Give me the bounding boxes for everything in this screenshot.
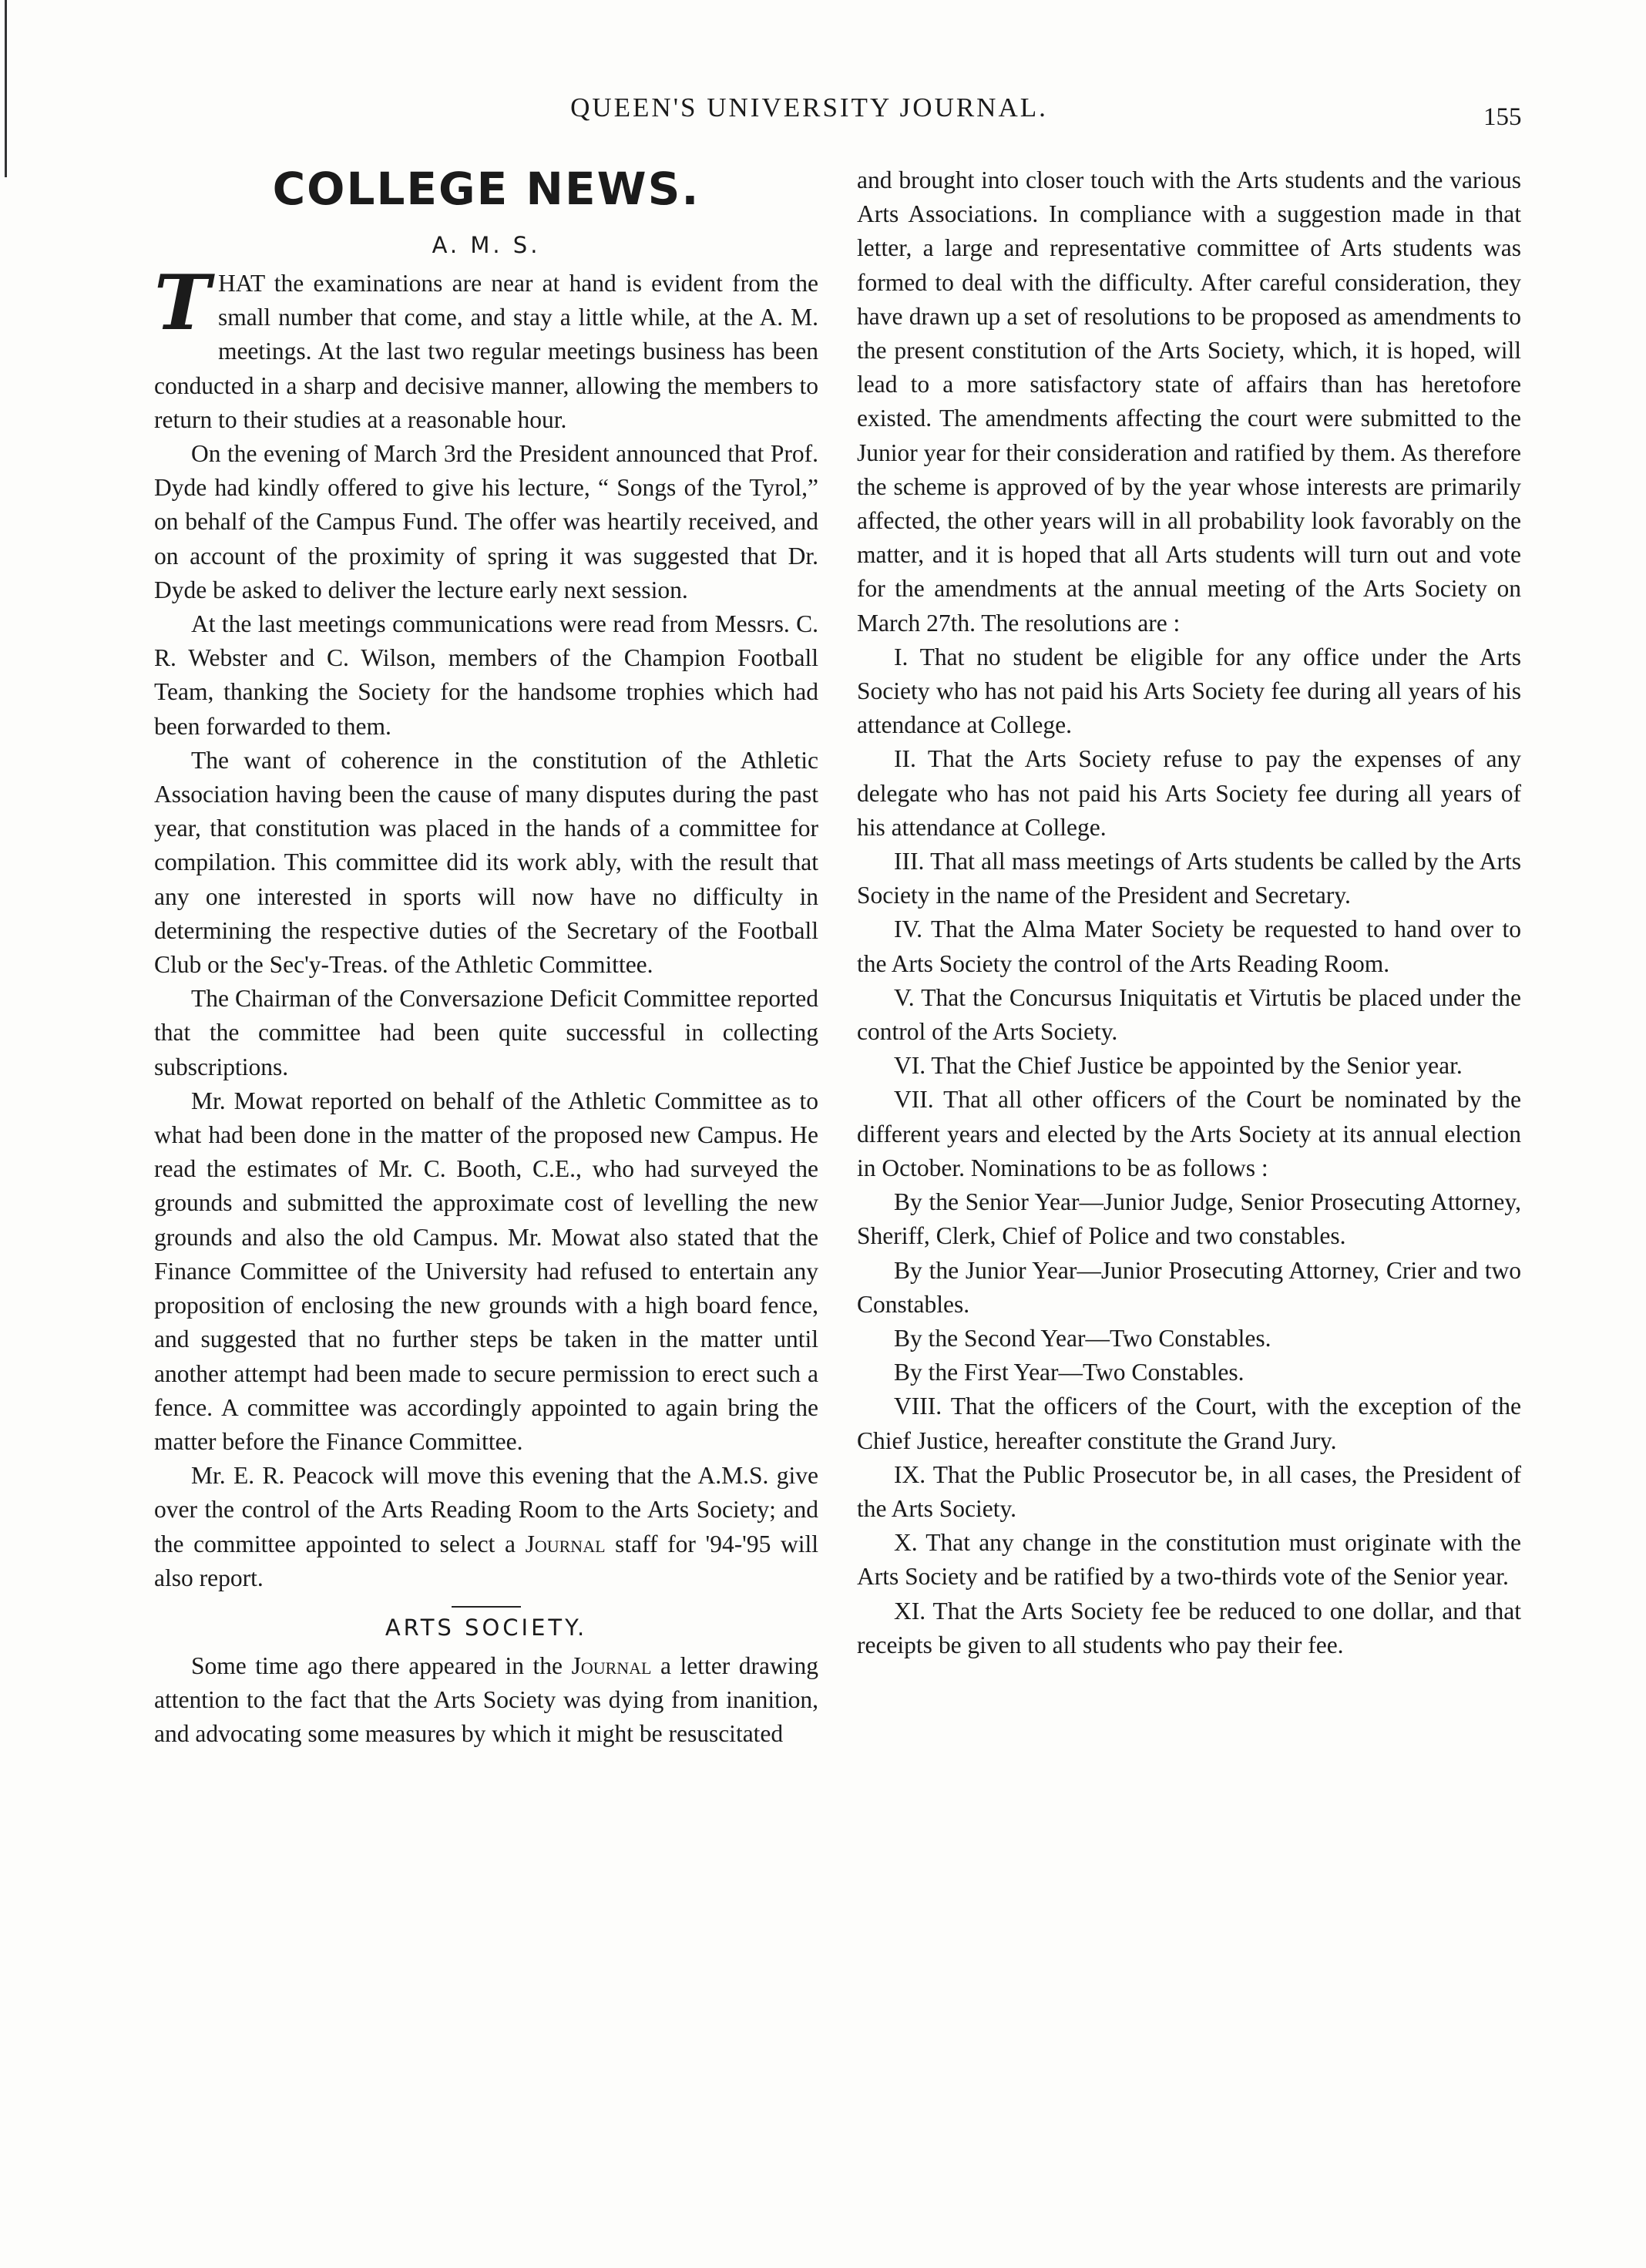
resolution-1: I. That no student be eligible for any office under the Arts Society who has not paid his Arts Society fee during all years of his attendance at College. xyxy=(857,643,1521,739)
nomination-senior: By the Senior Year—Junior Judge, Senior Prosecuting Attorney, Sheriff, Clerk, Chief of Police and two constables. xyxy=(857,1188,1521,1250)
resolution-11: XI. That the Arts Society fee be reduced to one dollar, and that receipts be given to all students who pay their fee. xyxy=(857,1597,1521,1658)
nomination-junior: By the Junior Year—Junior Prosecuting Attorney, Crier and two Constables. xyxy=(857,1256,1521,1318)
ams-paragraph-1: THAT the examinations are near at hand is evident from the small number that come, and stay a little while, at the A. M. meetings. At the last two regular meetings business has been conducted in a sharp and decisive manner, allowing the members to return to their studies at a reasonable hour. xyxy=(154,259,818,433)
page-edge-rule xyxy=(5,0,7,177)
resolution-7: VII. That all other officers of the Court be nominated by the different years and elected by the Arts Society at its annual election in October. Nominations to be as follows : xyxy=(857,1086,1521,1181)
resolution-3: III. That all mass meetings of Arts students be called by the Arts Society in the name of the President and Secretary. xyxy=(857,848,1521,909)
resolution-10: X. That any change in the constitution must originate with the Arts Society and be ratified by a two-thirds vote of the Senior year. xyxy=(857,1529,1521,1591)
resolution-9: IX. That the Public Prosecutor be, in all cases, the President of the Arts Society. xyxy=(857,1460,1521,1522)
arts-paragraph-1: Some time ago there appeared in the Journal a letter drawing attention to the fact that the Arts Society was dying from inanition, and advocating some measures by which it might be resuscitated xyxy=(154,1651,818,1748)
arts-continuation: and brought into closer touch with the Arts students and the various Arts Associations. In compliance with a suggestion made in that letter, a large and representative committee of Arts students was formed to deal with the difficulty. After careful consideration, they have drawn up a set of resolutions to be proposed as amendments to the present constitution of the Arts Society, which, it is hoped, will lead to a more satisfactory state of affairs than has heretofore existed. The amendments affecting the court were submitted to the Junior year for their consideration and ratified by them. As therefore the scheme is approved of by the year whose interests are primarily affected, the other years will in all probability look favorably on the matter, and it is hoped that all Arts students will turn out and vote for the amendments at the annual meeting of the Arts Society on March 27th. The resolutions are : xyxy=(857,166,1521,637)
section-title: COLLEGE NEWS. xyxy=(272,163,700,215)
arts-society-heading: ARTS SOCIETY. xyxy=(385,1614,588,1641)
ams-paragraph-6: Mr. Mowat reported on behalf of the Athletic Committee as to what had been done in the matter of the proposed new Campus. He read the estimates of Mr. C. Booth, C.E., who had surveyed the grounds and submitted the approximate cost of levelling the new grounds and also the old Campus. Mr. Mowat also stated that the Finance Committee of the University had refused to entertain any proposition of enclosing the new grounds with a high board fence, and suggested that no further steps be taken in the matter until another attempt had been made to secure permission to erect such a fence. A committee was accordingly appointed to again bring the matter before the Finance Committee. xyxy=(154,1087,818,1455)
nomination-second: By the Second Year—Two Constables. xyxy=(894,1324,1271,1352)
ams-paragraph-3: At the last meetings communications were read from Messrs. C. R. Webster and C. Wilson, members of the Champion Football Team, thanking the Society for the handsome trophies which had been forwarded to them. xyxy=(154,610,818,740)
resolution-8: VIII. That the officers of the Court, with the exception of the Chief Justice, hereafter constitute the Grand Jury. xyxy=(857,1393,1521,1454)
section-divider xyxy=(452,1606,521,1608)
resolution-4: IV. That the Alma Mater Society be requested to hand over to the Arts Society the control of the Arts Reading Room. xyxy=(857,916,1521,977)
page-number: 155 xyxy=(1483,103,1522,131)
running-title: QUEEN'S UNIVERSITY JOURNAL. xyxy=(570,92,1048,123)
drop-cap: T xyxy=(154,259,210,348)
running-header xyxy=(0,92,1646,139)
left-column xyxy=(154,162,818,1752)
ams-paragraph-2: On the evening of March 3rd the President announced that Prof. Dyde had kindly offered to give his lecture, “ Songs of the Tyrol,” on behalf of the Campus Fund. The offer was heartily received, and on account of the proximity of spring it was suggested that Dr. Dyde be asked to deliver the lecture early next session. xyxy=(154,440,818,603)
nomination-first: By the First Year—Two Constables. xyxy=(894,1359,1245,1386)
resolution-5: V. That the Concursus Iniquitatis et Virtutis be placed under the control of the Arts Society. xyxy=(857,983,1521,1046)
ams-paragraph-5: The Chairman of the Conversazione Deficit Committee reported that the committee had been quite successful in collecting subscriptions. xyxy=(154,985,818,1080)
right-column xyxy=(857,163,1521,1662)
ams-paragraph-7: Mr. E. R. Peacock will move this evening that the A.M.S. give over the control of the Arts Reading Room to the Arts Society; and the committee appointed to select a Journal staff for '94-'95 will also report. xyxy=(154,1462,818,1591)
ams-paragraph-4: The want of coherence in the constitution of the Athletic Association having been the cause of many disputes during the past year, that constitution was placed in the hands of a committee for compilation. This committee did its work ably, with the result that any one interested in sports will now have no difficulty in determining the respective duties of the Secretary of the Football Club or the Sec'y-Treas. of the Athletic Committee. xyxy=(154,746,818,979)
resolution-6: VI. That the Chief Justice be appointed by the Senior year. xyxy=(894,1052,1463,1080)
resolution-2: II. That the Arts Society refuse to pay the expenses of any delegate who has not paid his Arts Society fee during all years of his attendance at College. xyxy=(857,745,1521,841)
ams-heading: A. M. S. xyxy=(432,232,541,258)
